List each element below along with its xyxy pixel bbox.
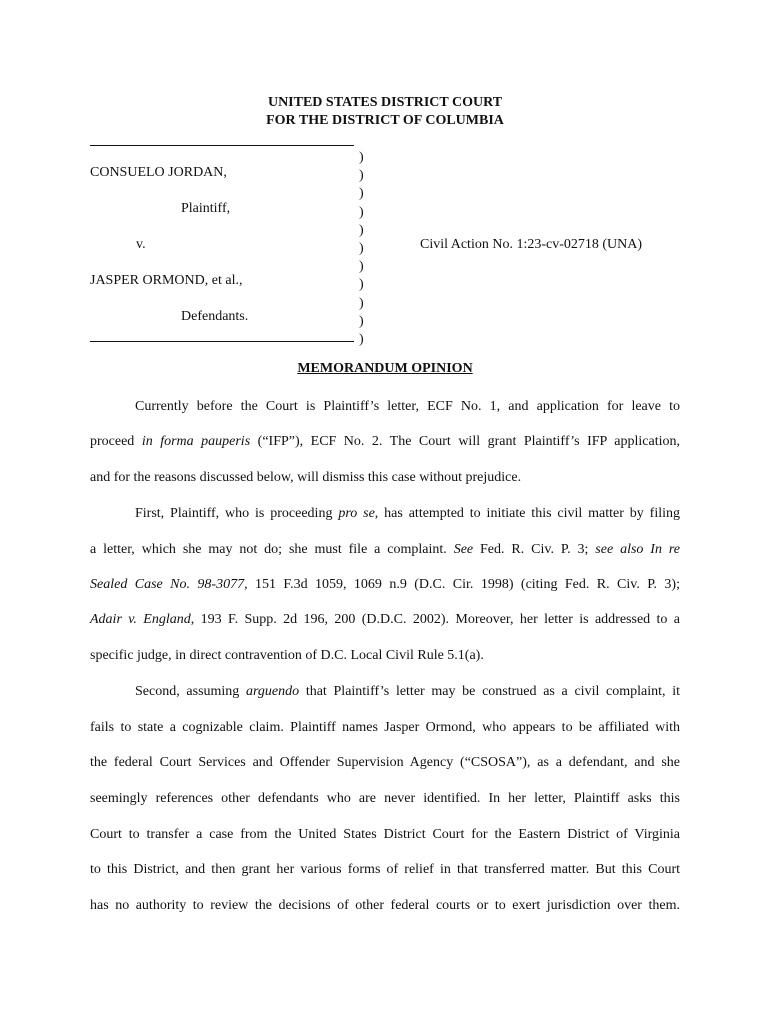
body-line bbox=[90, 469, 680, 487]
body-text: First, Plaintiff, who is proceeding bbox=[135, 506, 339, 521]
body-text: fails to state a cognizable claim. Plaintiff names Jasper Ormond, who appears to be affiliated with bbox=[90, 720, 680, 735]
italic-citation: see also In re bbox=[595, 542, 681, 557]
body-line bbox=[90, 719, 680, 737]
body-line bbox=[90, 861, 680, 879]
caption-parentheses bbox=[359, 149, 364, 349]
plaintiff-name: CONSUELO JORDAN, bbox=[90, 165, 227, 180]
body-line bbox=[90, 611, 680, 629]
body-text: proceed bbox=[90, 434, 142, 449]
body-text: to this District, and then grant her various forms of relief in that transferred matter. But this Court bbox=[90, 862, 680, 877]
caption-paren: ) bbox=[359, 331, 364, 347]
body-text: a letter, which she may not do; she must file a complaint. bbox=[90, 542, 454, 557]
body-line bbox=[90, 826, 680, 844]
body-line bbox=[90, 576, 680, 594]
case-number: Civil Action No. 1:23-cv-02718 (UNA) bbox=[420, 237, 643, 252]
italic-term: in forma pauperis bbox=[141, 434, 251, 449]
italic-signal: See bbox=[453, 542, 474, 557]
caption-paren: ) bbox=[359, 240, 364, 256]
body-line bbox=[90, 647, 680, 665]
body-text: and for the reasons discussed below, will dismiss this case without prejudice. bbox=[90, 470, 522, 485]
defendant-name: JASPER ORMOND, et al., bbox=[90, 273, 243, 288]
caption-top-rule bbox=[90, 145, 354, 146]
caption-paren: ) bbox=[359, 168, 364, 184]
caption-paren: ) bbox=[359, 150, 364, 165]
body-text: Court to transfer a case from the United States District Court for the Eastern District of Virginia bbox=[90, 827, 680, 842]
caption-paren: ) bbox=[359, 222, 364, 238]
italic-citation: Adair v. England bbox=[90, 612, 191, 627]
court-name-line-2: FOR THE DISTRICT OF COLUMBIA bbox=[266, 113, 504, 128]
italic-term: arguendo bbox=[245, 684, 300, 699]
body-line bbox=[90, 398, 680, 416]
plaintiff-role: Plaintiff, bbox=[181, 201, 231, 216]
body-line bbox=[90, 541, 680, 559]
body-text: that Plaintiff’s letter may be construed as a civil complaint, it bbox=[299, 684, 680, 699]
body-line bbox=[90, 505, 680, 523]
versus-label: v. bbox=[136, 237, 146, 252]
body-text: Second, assuming bbox=[135, 684, 246, 699]
body-line bbox=[90, 433, 680, 451]
caption-paren: ) bbox=[359, 204, 364, 220]
body-text: , 151 F.3d 1059, 1069 n.9 (D.C. Cir. 1998) (citing Fed. R. Civ. P. 3); bbox=[244, 577, 680, 592]
body-line bbox=[90, 754, 680, 772]
body-text: Currently before the Court is Plaintiff’s letter, ECF No. 1, and application for leave to bbox=[135, 399, 680, 414]
body-line bbox=[90, 790, 680, 808]
caption-paren: ) bbox=[359, 313, 364, 329]
body-line bbox=[90, 683, 680, 701]
body-text: , 193 F. Supp. 2d 196, 200 (D.D.C. 2002). Moreover, her letter is addressed to a bbox=[190, 612, 681, 627]
body-text: the federal Court Services and Offender Supervision Agency (“CSOSA”), as a defendant, and she bbox=[90, 755, 680, 770]
body-line bbox=[90, 897, 680, 915]
caption-paren: ) bbox=[359, 186, 364, 202]
court-name-line-1: UNITED STATES DISTRICT COURT bbox=[267, 95, 503, 110]
caption-bottom-rule bbox=[90, 341, 354, 342]
caption-paren: ) bbox=[359, 277, 364, 293]
body-text: has no authority to review the decisions of other federal courts or to exert jurisdiction over them. bbox=[90, 898, 680, 913]
italic-term: pro se bbox=[338, 506, 375, 521]
body-text: specific judge, in direct contravention of D.C. Local Civil Rule 5.1(a). bbox=[90, 648, 484, 663]
defendant-role: Defendants. bbox=[181, 309, 249, 324]
body-text: seemingly references other defendants who are never identified. In her letter, Plaintiff asks this bbox=[90, 791, 680, 806]
caption-paren: ) bbox=[359, 295, 364, 311]
body-text: (“IFP”), ECF No. 2. The Court will grant Plaintiff’s IFP application, bbox=[250, 434, 681, 449]
caption-paren: ) bbox=[359, 259, 364, 275]
body-text: , has attempted to initiate this civil matter by filing bbox=[374, 506, 680, 521]
italic-citation: Sealed Case No. 98-3077 bbox=[90, 577, 245, 592]
document-heading: MEMORANDUM OPINION bbox=[297, 361, 473, 376]
body-text: Fed. R. Civ. P. 3; bbox=[473, 542, 596, 557]
